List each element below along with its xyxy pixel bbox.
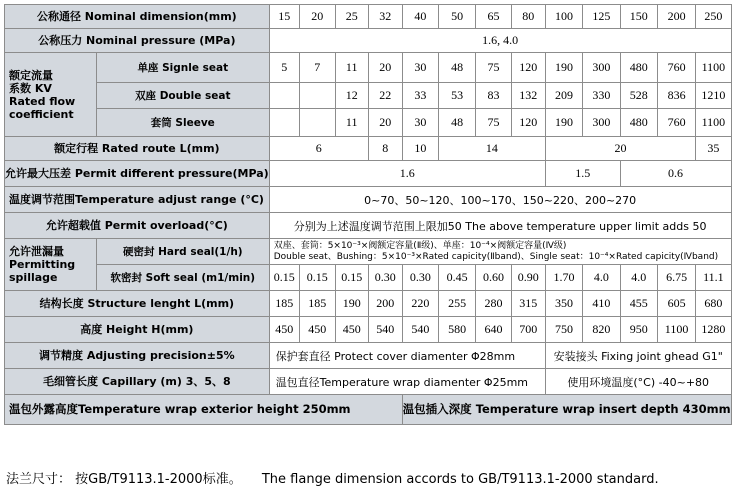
dn-value: 32	[368, 5, 402, 29]
kv-single: 300	[583, 53, 620, 83]
dn-value: 65	[476, 5, 511, 29]
kv-double: 53	[439, 83, 476, 109]
dn-value: 80	[511, 5, 545, 29]
soft-seal-value: 4.0	[583, 265, 620, 291]
kv-double	[269, 83, 299, 109]
soft-seal-value: 1.70	[545, 265, 582, 291]
flange-note	[6, 468, 675, 487]
kv-sleeve: 300	[583, 109, 620, 137]
dn-value: 200	[657, 5, 695, 29]
height-value: 640	[476, 317, 511, 343]
label-soft-seal: 软密封 Soft seal (m1/min)	[96, 265, 269, 291]
kv-single: 30	[402, 53, 438, 83]
dn-value: 150	[620, 5, 657, 29]
label-hard-seal: 硬密封 Hard seal(1/h)	[96, 239, 269, 265]
kv-double: 528	[620, 83, 657, 109]
permit-overload-value: 分别为上述温度调节范围上限加50 The above temperature upper limit adds 50	[269, 213, 731, 239]
row-adjusting-precision	[5, 343, 732, 369]
protect-cover-diameter: 保护套直径 Protect cover diamenter Φ28mm	[269, 343, 545, 369]
height-value: 750	[545, 317, 582, 343]
soft-seal-value: 0.60	[476, 265, 511, 291]
kv-single: 11	[335, 53, 368, 83]
height-value: 820	[583, 317, 620, 343]
row-flow-double-seat	[5, 83, 732, 109]
label-double-seat: 双座 Double seat	[96, 83, 269, 109]
kv-single: 5	[269, 53, 299, 83]
permit-pressure-value: 1.6	[269, 161, 545, 187]
height-value: 450	[269, 317, 299, 343]
kv-sleeve: 120	[511, 109, 545, 137]
kv-double: 1210	[696, 83, 731, 109]
length-value: 190	[335, 291, 368, 317]
row-temperature-range	[5, 187, 732, 213]
label-permit-pressure: 允许最大压差 Permit different pressure(MPa)	[5, 161, 270, 187]
row-soft-seal	[5, 265, 732, 291]
permit-pressure-value: 1.5	[545, 161, 620, 187]
dn-value: 100	[545, 5, 582, 29]
wrap-diameter: 温包直径Temperature wrap diamenter Φ25mm	[269, 369, 545, 395]
soft-seal-value: 6.75	[657, 265, 695, 291]
fixing-joint: 安装接头 Fixing joint ghead G1"	[545, 343, 731, 369]
dn-value: 15	[269, 5, 299, 29]
soft-seal-value: 4.0	[620, 265, 657, 291]
row-flow-single-seat	[5, 53, 732, 83]
wrap-exterior-height: 温包外露高度Temperature wrap exterior height 250mm	[5, 395, 403, 425]
dn-value: 125	[583, 5, 620, 29]
kv-single: 1100	[696, 53, 731, 83]
height-value: 950	[620, 317, 657, 343]
wrap-insert-depth: 温包插入深度 Temperature wrap insert depth 430mm	[402, 395, 731, 425]
kv-single: 190	[545, 53, 582, 83]
route-value: 6	[269, 137, 368, 161]
length-value: 185	[299, 291, 335, 317]
row-wrap	[5, 395, 732, 425]
label-sleeve: 套筒 Sleeve	[96, 109, 269, 137]
kv-double: 132	[511, 83, 545, 109]
dn-value: 25	[335, 5, 368, 29]
soft-seal-value: 0.15	[335, 265, 368, 291]
row-height	[5, 317, 732, 343]
kv-double: 83	[476, 83, 511, 109]
dn-value: 20	[299, 5, 335, 29]
row-nominal-dimension	[5, 5, 732, 29]
length-value: 255	[439, 291, 476, 317]
label-adjusting-precision: 调节精度 Adjusting precision±5%	[5, 343, 270, 369]
length-value: 220	[402, 291, 438, 317]
route-value: 10	[402, 137, 438, 161]
row-rated-route	[5, 137, 732, 161]
soft-seal-value: 0.15	[269, 265, 299, 291]
kv-sleeve: 48	[439, 109, 476, 137]
length-value: 410	[583, 291, 620, 317]
kv-single: 48	[439, 53, 476, 83]
row-permit-pressure	[5, 161, 732, 187]
soft-seal-value: 0.90	[511, 265, 545, 291]
soft-seal-value: 11.1	[696, 265, 731, 291]
height-value: 540	[368, 317, 402, 343]
soft-seal-value: 0.15	[299, 265, 335, 291]
soft-seal-value: 0.30	[368, 265, 402, 291]
height-value: 450	[335, 317, 368, 343]
nominal-pressure-value: 1.6, 4.0	[269, 29, 731, 53]
height-value: 1100	[657, 317, 695, 343]
dn-value: 50	[439, 5, 476, 29]
length-value: 605	[657, 291, 695, 317]
height-value: 700	[511, 317, 545, 343]
height-value: 580	[439, 317, 476, 343]
kv-double: 209	[545, 83, 582, 109]
length-value: 315	[511, 291, 545, 317]
kv-single: 480	[620, 53, 657, 83]
spec-grid	[4, 4, 732, 425]
kv-sleeve: 75	[476, 109, 511, 137]
label-rated-route: 额定行程 Rated route L(mm)	[5, 137, 270, 161]
label-single-seat: 单座 Signle seat	[96, 53, 269, 83]
label-leakage: 允许泄漏量 Permitting spillage	[5, 239, 97, 291]
row-flow-sleeve	[5, 109, 732, 137]
route-value: 20	[545, 137, 695, 161]
row-nominal-pressure	[5, 29, 732, 53]
temperature-range-value: 0~70、50~120、100~170、150~220、200~270	[269, 187, 731, 213]
row-hard-seal	[5, 239, 732, 265]
height-value: 540	[402, 317, 438, 343]
soft-seal-value: 0.45	[439, 265, 476, 291]
hard-seal-value: 双座、套筒：5×10⁻³×阀额定容量(Ⅱ级)、单座：10⁻⁴×阀额定容量(Ⅳ级) Double seat、Bushing：5×10⁻³×Rated capicity(Ⅱband)、Single seat：10⁻⁴×Rated capicity(Ⅳband)	[269, 239, 731, 265]
label-height: 高度 Height H(mm)	[5, 317, 270, 343]
kv-single: 7	[299, 53, 335, 83]
label-capillary: 毛细管长度 Capillary (m) 3、5、8	[5, 369, 270, 395]
kv-sleeve: 11	[335, 109, 368, 137]
length-value: 185	[269, 291, 299, 317]
permit-pressure-value: 0.6	[620, 161, 731, 187]
label-nominal-dimension: 公称通径 Nominal dimension(mm)	[5, 5, 270, 29]
label-temperature-range: 温度调节范围Temperature adjust range (°C)	[5, 187, 270, 213]
kv-double: 33	[402, 83, 438, 109]
height-value: 1280	[696, 317, 731, 343]
ambient-temperature: 使用环境温度(°C) -40~+80	[545, 369, 731, 395]
row-permit-overload	[5, 213, 732, 239]
label-structure-length: 结构长度 Structure lenght L(mm)	[5, 291, 270, 317]
flange-note-en: The flange dimension accords to GB/T9113.1-2000 standard.	[261, 472, 659, 487]
flange-note-zh: 法兰尺寸： 按GB/T9113.1-2000标准。	[6, 472, 242, 487]
kv-sleeve	[269, 109, 299, 137]
dn-value: 250	[696, 5, 731, 29]
height-value: 450	[299, 317, 335, 343]
kv-double: 12	[335, 83, 368, 109]
kv-sleeve: 30	[402, 109, 438, 137]
label-rated-flow: 额定流量 系数 KV Rated flow coefficient	[5, 53, 97, 137]
length-value: 455	[620, 291, 657, 317]
kv-single: 75	[476, 53, 511, 83]
kv-single: 20	[368, 53, 402, 83]
length-value: 200	[368, 291, 402, 317]
label-permit-overload: 允许超载值 Permit overload(°C)	[5, 213, 270, 239]
length-value: 680	[696, 291, 731, 317]
kv-sleeve	[299, 109, 335, 137]
kv-double	[299, 83, 335, 109]
label-nominal-pressure: 公称压力 Nominal pressure (MPa)	[5, 29, 270, 53]
kv-double: 836	[657, 83, 695, 109]
route-value: 35	[696, 137, 731, 161]
row-structure-length	[5, 291, 732, 317]
length-value: 350	[545, 291, 582, 317]
route-value: 14	[439, 137, 546, 161]
route-value: 8	[368, 137, 402, 161]
kv-sleeve: 190	[545, 109, 582, 137]
kv-sleeve: 760	[657, 109, 695, 137]
kv-double: 22	[368, 83, 402, 109]
spec-table	[4, 4, 732, 425]
kv-sleeve: 480	[620, 109, 657, 137]
row-capillary	[5, 369, 732, 395]
kv-double: 330	[583, 83, 620, 109]
dn-value: 40	[402, 5, 438, 29]
kv-single: 760	[657, 53, 695, 83]
length-value: 280	[476, 291, 511, 317]
kv-single: 120	[511, 53, 545, 83]
kv-sleeve: 1100	[696, 109, 731, 137]
kv-sleeve: 20	[368, 109, 402, 137]
soft-seal-value: 0.30	[402, 265, 438, 291]
